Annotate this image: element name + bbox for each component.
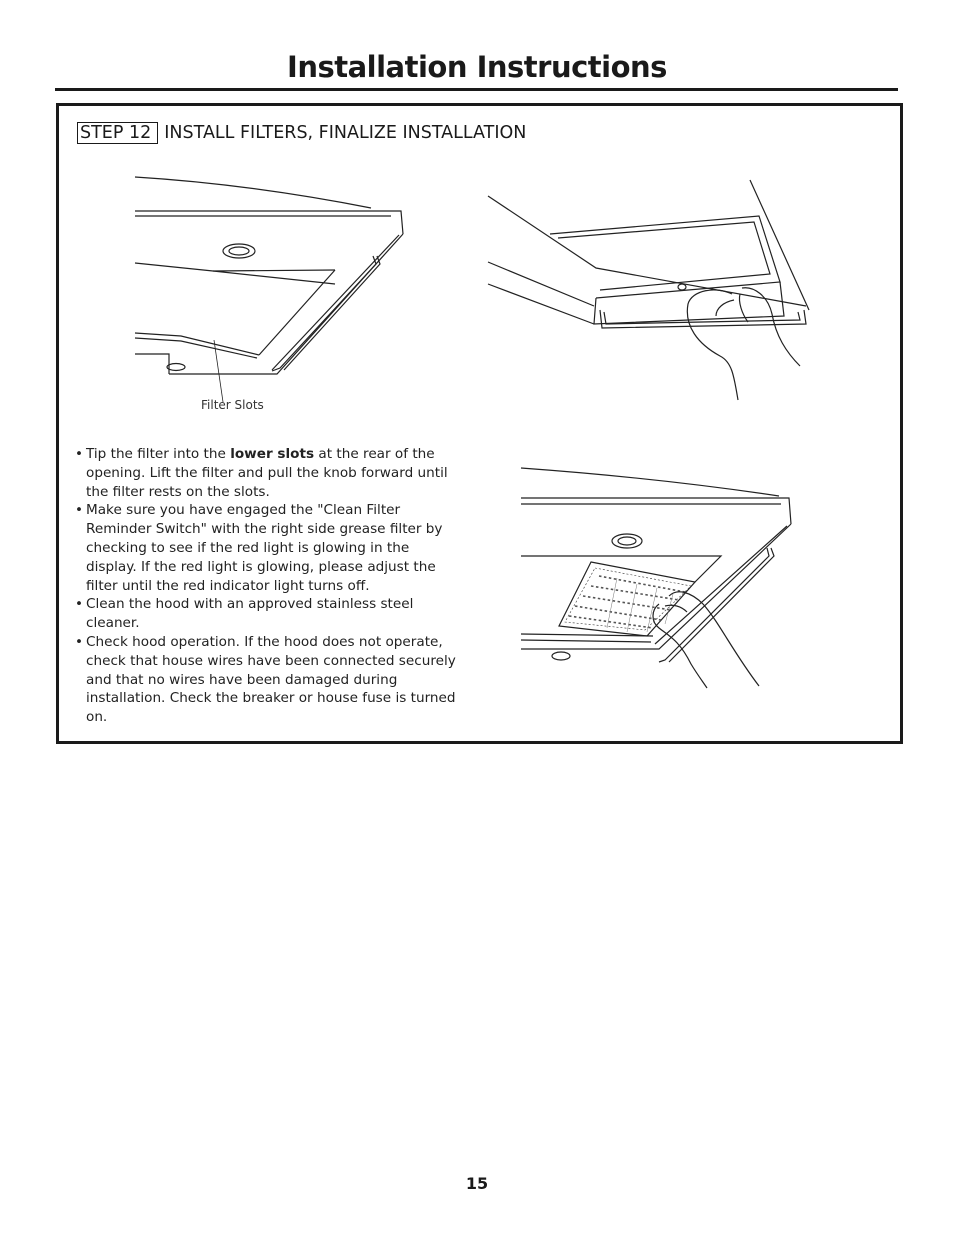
page-number: 15: [465, 1174, 489, 1193]
instruction-list: [75, 445, 460, 727]
figure-filter-slots: [129, 172, 419, 412]
step-label: STEP 12: [77, 122, 158, 144]
list-item: • Clean the hood with an approved stainless steel cleaner.: [75, 595, 460, 633]
figure-adjust-filter: [519, 464, 809, 694]
title-rule: [55, 88, 898, 91]
step-box: [56, 103, 903, 744]
filter-slots-label: Filter Slots: [201, 398, 264, 412]
list-item: • Tip the filter into the lower slots at the rear of the opening. Lift the filter and pull the knob forward until the filter rests on the slots.: [75, 445, 460, 501]
page-title: Installation Instructions: [287, 50, 667, 84]
list-item: • Make sure you have engaged the "Clean Filter Reminder Switch" with the right side grease filter by checking to see if the red light is glowing in the display. If the red light is glowing, please adjust the filter until the red indicator light turns off.: [75, 501, 460, 595]
step-heading: [77, 123, 526, 143]
list-item: • Check hood operation. If the hood does not operate, check that house wires have been connected securely and that no wires have been damaged during installation. Check the breaker or house fuse is turned on.: [75, 633, 460, 727]
figure-lift-filter: [484, 176, 814, 406]
step-title: INSTALL FILTERS, FINALIZE INSTALLATION: [164, 123, 527, 143]
